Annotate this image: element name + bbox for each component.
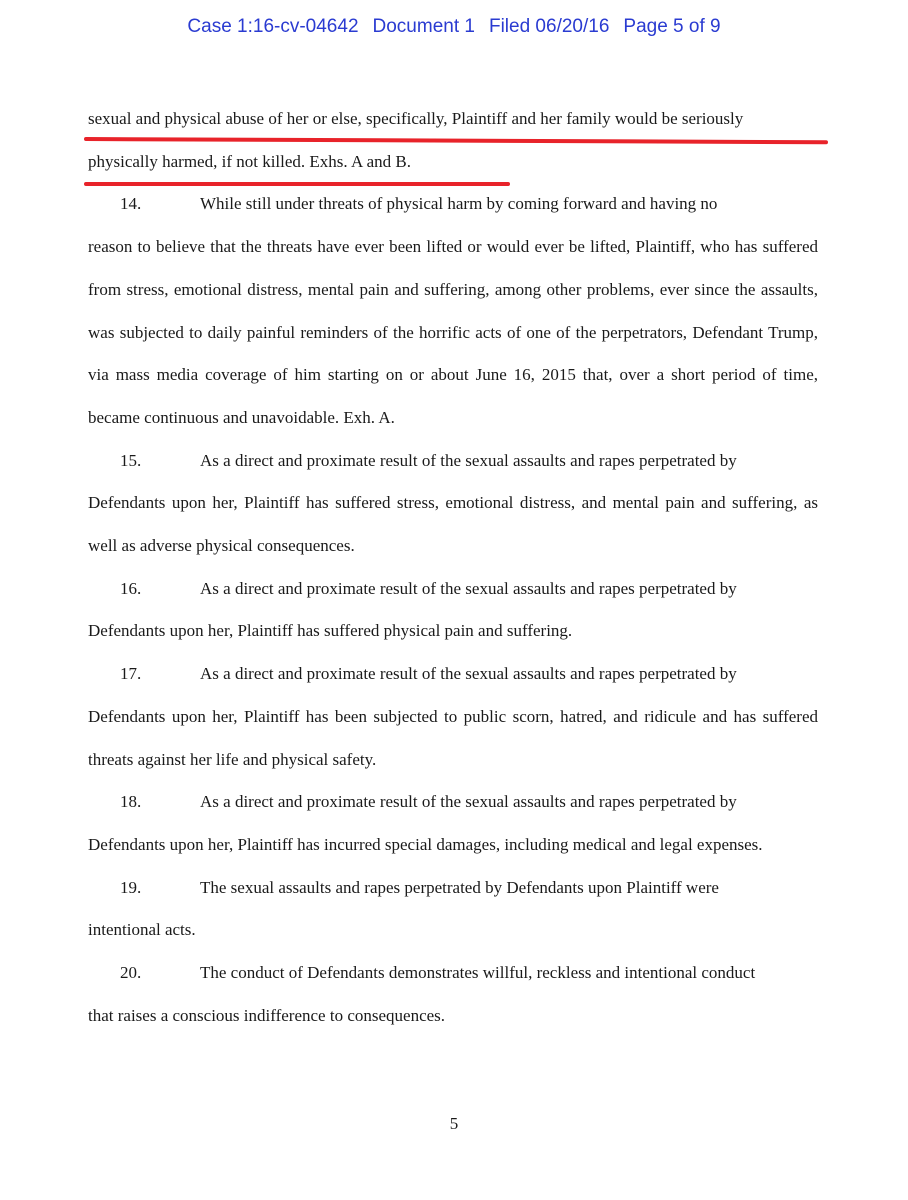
paragraph-number: 16. — [120, 578, 142, 598]
paragraph-number: 19. — [120, 877, 142, 897]
paragraph-text: intentional acts. — [88, 920, 196, 940]
paragraph-text: Defendants upon her, Plaintiff has been subjected to public scorn, hatred, and ridicule and has suffered threats against her life and physical safety. — [88, 706, 818, 769]
case-number: Case 1:16-cv-04642 — [187, 16, 359, 37]
page-indicator: Page 5 of 9 — [623, 16, 721, 37]
page-number: 5 — [449, 1114, 459, 1133]
paragraph-14 — [88, 183, 818, 439]
paragraph-number: 17. — [120, 664, 142, 684]
paragraph-text: Defendants upon her, Plaintiff has incurred special damages, including medical and legal expenses. — [88, 834, 763, 854]
paragraph-first-line: As a direct and proximate result of the sexual assaults and rapes perpetrated by — [200, 578, 737, 598]
paragraph-19 — [88, 867, 818, 952]
paragraph-17 — [88, 653, 818, 781]
paragraph-text: Defendants upon her, Plaintiff has suffered stress, emotional distress, and mental pain and suffering, as well as adverse physical consequences. — [88, 493, 818, 556]
continuation-line-1: sexual and physical abuse of her or else, specifically, Plaintiff and her family would be seriously — [88, 109, 744, 128]
paragraph-number: 20. — [120, 963, 142, 983]
paragraph-text: reason to believe that the threats have ever been lifted or would ever be lifted, Plaintiff, who has suffered from stress, emotional distress, mental pain and suffering, among other problems, ever since the assaults, was subjected to daily painful reminders of the horrific acts of one of the perpetrators, Defendant Trump, via mass media coverage of him starting on or about June 16, 2015 that, over a short period of time, became continuous and unavoidable. Exh. A. — [88, 237, 818, 427]
continuation-line-2: physically harmed, if not killed. Exhs. A and B. — [88, 151, 411, 171]
paragraph-text: Defendants upon her, Plaintiff has suffered physical pain and suffering. — [88, 621, 573, 641]
paragraph-number: 15. — [120, 450, 142, 470]
document-number: Document 1 — [372, 16, 475, 37]
paragraph-20 — [88, 952, 818, 1037]
paragraph-16 — [88, 568, 818, 653]
paragraph-text: that raises a conscious indifference to consequences. — [88, 1005, 446, 1025]
paragraph-18 — [88, 781, 818, 866]
paragraph-first-line: As a direct and proximate result of the sexual assaults and rapes perpetrated by — [200, 792, 737, 812]
court-filing-header — [0, 16, 908, 38]
paragraph-first-line: As a direct and proximate result of the sexual assaults and rapes perpetrated by — [200, 664, 737, 684]
paragraph-15 — [88, 440, 818, 568]
paragraph-number: 14. — [120, 194, 142, 214]
document-body — [88, 98, 818, 1037]
paragraph-first-line: As a direct and proximate result of the sexual assaults and rapes perpetrated by — [200, 450, 737, 470]
paragraph-first-line: While still under threats of physical harm by coming forward and having no — [200, 194, 718, 214]
paragraph-number: 18. — [120, 792, 142, 812]
paragraph-first-line: The sexual assaults and rapes perpetrated by Defendants upon Plaintiff were — [200, 877, 719, 897]
filed-date: Filed 06/20/16 — [488, 16, 610, 37]
paragraph-first-line: The conduct of Defendants demonstrates willful, reckless and intentional conduct — [200, 963, 756, 983]
